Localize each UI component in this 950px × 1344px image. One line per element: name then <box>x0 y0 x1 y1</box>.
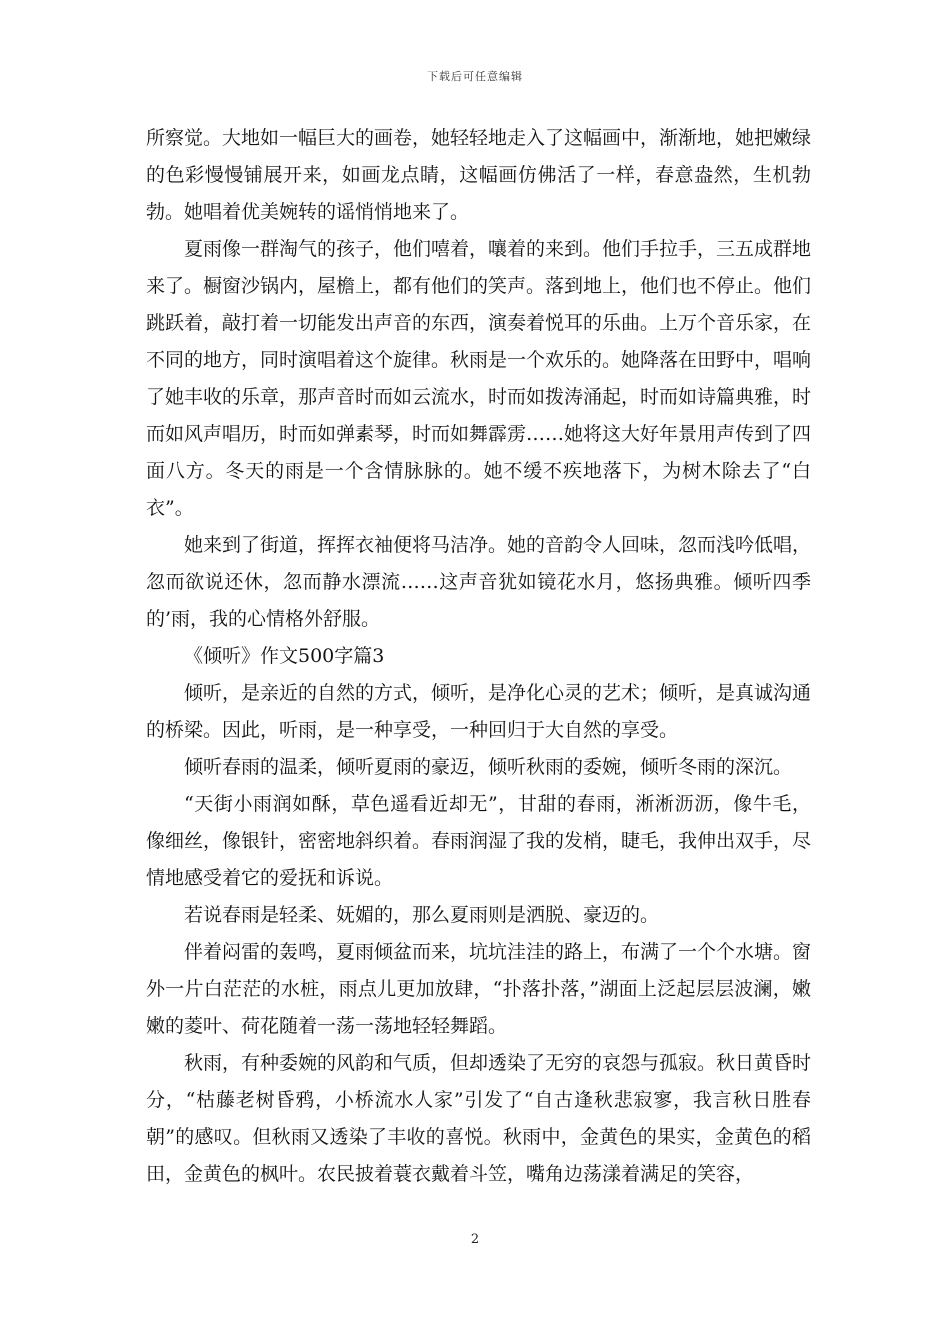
paragraph: 她来到了街道，挥挥衣袖便将马洁净。她的音韵令人回味，忽而浅吟低唱，忽而欲说还休，忽而静水漂流……这声音犹如镜花水月，悠扬典雅。倾听四季的’雨，我的心情格外舒服。 <box>146 534 812 630</box>
paragraph: 若说春雨是轻柔、妩媚的，那么夏雨则是洒脱、豪迈的。 <box>184 904 660 926</box>
section-heading: 《倾听》作文500字篇3 <box>184 645 385 667</box>
paragraph: 倾听，是亲近的自然的方式，倾听，是净化心灵的艺术；倾听，是真诚沟通的桥梁。因此，听雨，是一种享受，一种回归于大自然的享受。 <box>146 682 812 741</box>
paragraph: 秋雨，有种委婉的风韵和气质，但却透染了无穷的哀怨与孤寂。秋日黄昏时分，“枯藤老树昏鸦，小桥流水人家”引发了“自古逢秋悲寂寥，我言秋日胜春朝”的感叹。但秋雨又透染了丰收的喜悦。秋雨中，金黄色的果实，金黄色的稻田，金黄色的枫叶。农民披着蓑衣戴着斗笠，嘴角边荡漾着满足的笑容， <box>146 1052 812 1185</box>
page-number: 2 <box>470 1232 480 1247</box>
paragraph: 倾听春雨的温柔，倾听夏雨的豪迈，倾听秋雨的委婉，倾听冬雨的深沉。 <box>184 756 793 778</box>
document-body <box>146 120 811 1193</box>
paragraph: “天街小雨润如酥，草色遥看近却无”，甘甜的春雨，淅淅沥沥，像牛毛，像细丝，像银针，密密地斜织着。春雨润湿了我的发梢，睫毛，我伸出双手，尽情地感受着它的爱抚和诉说。 <box>146 793 812 889</box>
paragraph: 夏雨像一群淘气的孩子，他们嘻着，嚷着的来到。他们手拉手，三五成群地来了。橱窗沙锅内，屋檐上，都有他们的笑声。落到地上，他们也不停止。他们跳跃着，敲打着一切能发出声音的东西，演奏着悦耳的乐曲。上万个音乐家，在不同的地方，同时演唱着这个旋律。秋雨是一个欢乐的。她降落在田野中，唱响了她丰收的乐章，那声音时而如云流水，时而如拨涛涌起，时而如诗篇典雅，时而如风声唱历，时而如弹素琴，时而如舞霹雳……她将这大好年景用声传到了四面八方。冬天的雨是一个含情脉脉的。她不缓不疾地落下，为树木除去了“白衣”。 <box>146 238 812 519</box>
paragraph: 所察觉。大地如一幅巨大的画卷，她轻轻地走入了这幅画中，渐渐地，她把嫩绿的色彩慢慢铺展开来，如画龙点睛，这幅画仿佛活了一样，春意盎然，生机勃勃。她唱着优美婉转的谣悄悄地来了。 <box>146 127 812 223</box>
page-header: 下载后可任意编辑 <box>427 70 523 83</box>
paragraph: 伴着闷雷的轰鸣，夏雨倾盆而来，坑坑洼洼的路上，布满了一个个水塘。窗外一片白茫茫的水桩，雨点儿更加放肆，“扑落扑落，”湖面上泛起层层波澜，嫩嫩的菱叶、荷花随着一荡一荡地轻轻舞蹈。 <box>146 941 812 1037</box>
